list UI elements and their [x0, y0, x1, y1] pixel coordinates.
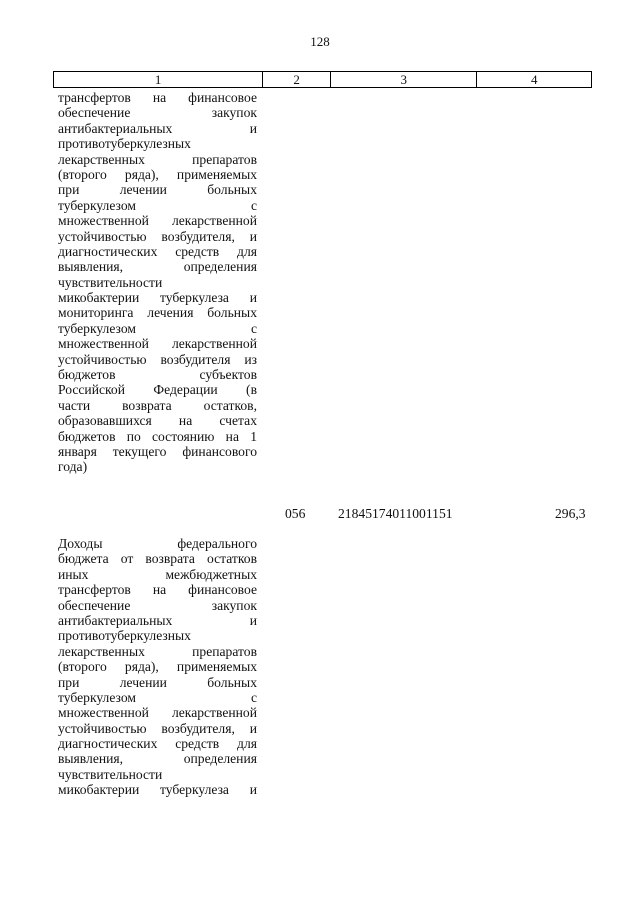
header-col-2: 2 [262, 72, 330, 87]
description-line: микобактерии туберкулеза и [58, 782, 257, 798]
description-line: иных межбюджетных [58, 566, 257, 582]
description-line: трансфертов на финансовое [58, 90, 257, 105]
header-col-1: 1 [154, 71, 162, 87]
description-line: мониторинга лечения больных [58, 305, 257, 321]
description-line: выявления, определения [58, 751, 257, 767]
description-line: антибактериальных и [58, 120, 257, 136]
description-line: образовавшихся на счетах [58, 413, 257, 429]
description-line: множественной лекарственной [58, 336, 257, 352]
description-line: выявления, определения [58, 259, 257, 275]
description-line: устойчивостью возбудителя, и [58, 720, 257, 736]
description-line: при лечении больных [58, 674, 257, 690]
description-line: обеспечение закупок [58, 105, 257, 121]
table-row-2-description [58, 536, 257, 798]
description-line: туберкулезом с [58, 197, 257, 213]
description-line: чувствительности [58, 274, 163, 290]
description-line: устойчивостью возбудителя из [58, 351, 257, 367]
description-line: (второго ряда), применяемых [58, 659, 257, 675]
table-header-row [53, 71, 592, 88]
header-col-4: 4 [476, 72, 591, 87]
description-line: чувствительности [58, 766, 163, 782]
table-row-1-sum: 296,3 [555, 506, 586, 521]
description-line: бюджетов по состоянию на 1 [58, 428, 257, 444]
description-line: множественной лекарственной [58, 213, 257, 229]
description-line: обеспечение закупок [58, 597, 257, 613]
description-line: части возврата остатков, [58, 397, 257, 413]
description-line: года) [58, 459, 88, 475]
description-line: (второго ряда), применяемых [58, 166, 257, 182]
description-line: бюджета от возврата остатков [58, 551, 257, 567]
header-col-3: 3 [330, 72, 476, 87]
description-line: противотуберкулезных [58, 136, 191, 152]
table-row-1-code: 056 [285, 506, 306, 521]
description-line: туберкулезом с [58, 320, 257, 336]
description-line: Российской Федерации (в [58, 382, 257, 398]
description-line: при лечении больных [58, 182, 257, 198]
page-number: 128 [310, 34, 330, 49]
description-line: лекарственных препаратов [58, 643, 257, 659]
description-line: противотуберкулезных [58, 628, 191, 644]
table-row-1-kbk: 21845174011001151 [338, 506, 453, 521]
description-line: бюджетов субъектов [58, 367, 257, 383]
description-line: множественной лекарственной [58, 705, 257, 721]
description-line: диагностических средств для [58, 243, 257, 259]
description-line: антибактериальных и [58, 612, 257, 628]
description-line: туберкулезом с [58, 689, 257, 705]
description-line: диагностических средств для [58, 736, 257, 752]
description-line: устойчивостью возбудителя, и [58, 228, 257, 244]
description-line: трансфертов на финансовое [58, 582, 257, 598]
description-line: января текущего финансового [58, 443, 257, 459]
description-line: лекарственных препаратов [58, 151, 257, 167]
table-row-1-description [58, 90, 257, 475]
description-line: микобактерии туберкулеза и [58, 290, 257, 306]
description-line: Доходы федерального [58, 536, 257, 551]
